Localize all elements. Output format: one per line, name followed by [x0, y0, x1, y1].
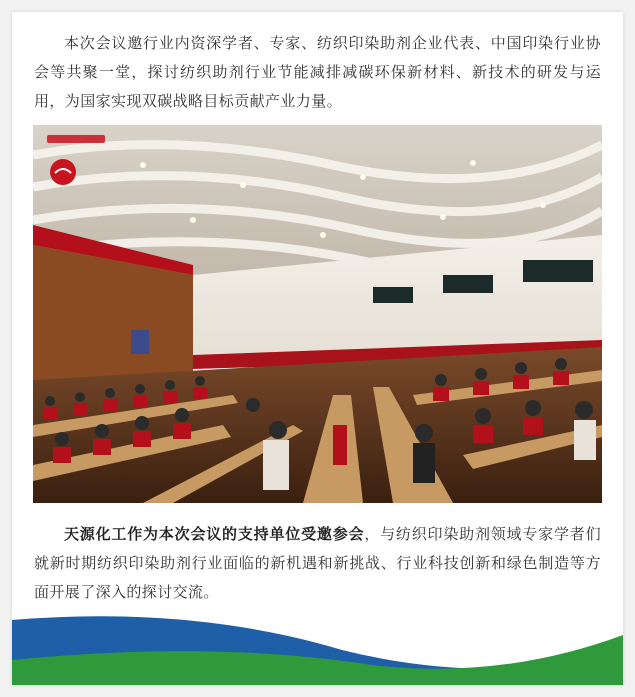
intro-paragraph: 本次会议邀行业内资深学者、专家、纺织印染助剂企业代表、中国印染行业协会等共聚一堂，探讨纺织助剂行业节能减排减碳环保新材料、新技术的研发与运用，为国家实现双碳战略目标贡献产业力量。: [34, 34, 601, 110]
support-paragraph: [34, 520, 601, 607]
article-card: [12, 12, 623, 685]
body-text: ，与纺织印染助剂领域专家学者们就新时期纺织印染助剂行业面临的新机遇和新挑战、行业科技创新和绿色制造等方面开展了深入的探讨交流。: [34, 525, 601, 601]
highlight-text: 天源化工作为本次会议的支持单位受邀参会: [64, 525, 365, 543]
decorative-wave: [12, 610, 623, 685]
conference-photo: [33, 125, 602, 503]
